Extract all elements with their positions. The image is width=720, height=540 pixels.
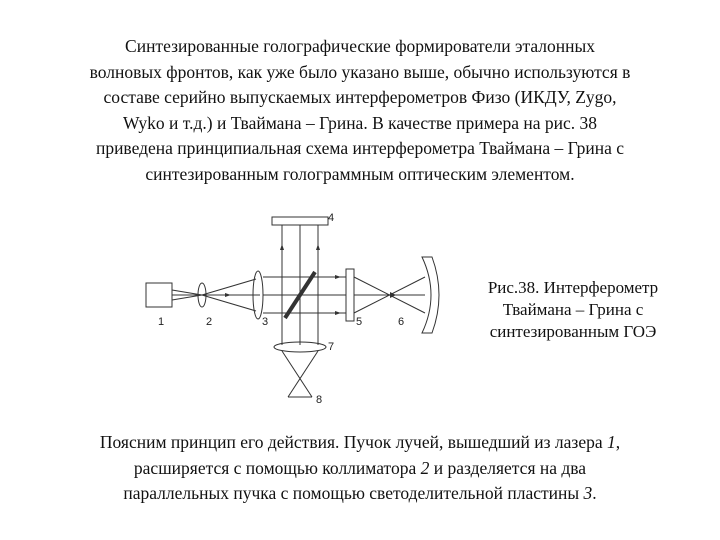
outro-line (40, 456, 680, 482)
label-4: 4 (328, 212, 335, 224)
label-5: 5 (356, 316, 363, 328)
label-7: 7 (328, 341, 335, 353)
figure-caption (466, 277, 680, 343)
laser-ref: 1 (606, 432, 616, 452)
intro-line: приведена принципиальная схема интерферометра Тваймана – Грина с (95, 138, 625, 158)
label-1: 1 (158, 316, 165, 328)
label-6: 6 (398, 316, 405, 328)
splitter-ref: 3 (583, 483, 593, 503)
outro-text: . (592, 483, 597, 503)
laser-source (146, 283, 172, 307)
intro-paragraph (40, 34, 680, 187)
caption-line: Рис.38. Интерферометр (487, 278, 659, 297)
intro-line: синтезированным голограммным оптическим элементом. (145, 163, 575, 184)
reference-mirror (272, 217, 328, 225)
outro-text: , (615, 432, 621, 452)
outro-text: параллельных пучка с помощью светоделительной пластины (123, 483, 584, 503)
caption-line: синтезированным ГОЭ (489, 322, 657, 341)
interferometer-diagram (140, 205, 460, 410)
intro-line: волновых фронтов, как уже было указано выше, обычно используются в (89, 61, 631, 82)
outro-text: и разделяется на два (429, 457, 587, 478)
intro-line: Синтезированные голографические формирователи эталонных (125, 36, 595, 56)
label-8: 8 (316, 394, 323, 406)
collimator-ref: 2 (420, 457, 430, 478)
outro-line (40, 430, 680, 456)
outro-text: расширяется с помощью коллиматора (133, 457, 421, 478)
outro-text: Поясним принцип его действия. Пучок лучей, вышедший из лазера (99, 432, 607, 452)
outro-line (40, 481, 680, 507)
hologram-element (346, 269, 354, 321)
caption-line: Тваймана – Грина с (502, 300, 644, 319)
outro-paragraph (40, 430, 680, 507)
label-2: 2 (206, 316, 213, 328)
intro-line: составе серийно выпускаемых интерферометров Физо (ИКДУ, Zygo, (103, 87, 617, 107)
label-3: 3 (262, 316, 269, 328)
intro-line: Wyko и т.д.) и Тваймана – Грина. В качестве примера на рис. 38 (122, 112, 598, 133)
